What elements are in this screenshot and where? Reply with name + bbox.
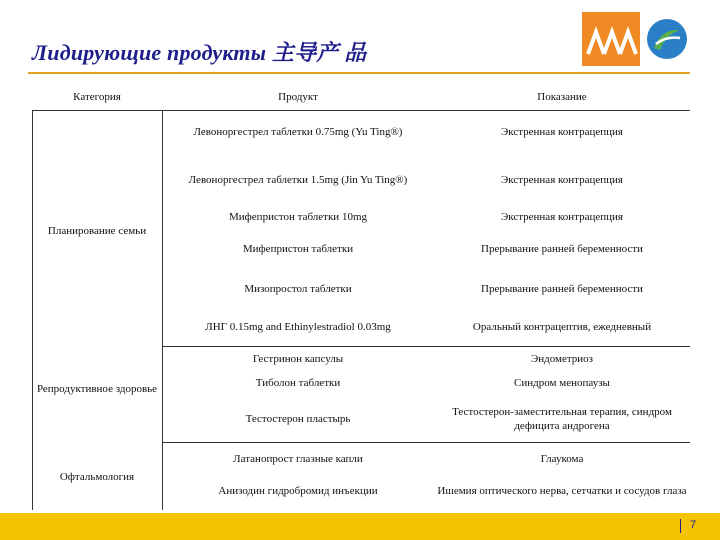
category-reproductive-health: Репродуктивное здоровье [36,383,158,395]
table-row [32,114,690,150]
table-row [32,474,690,508]
category-ophthalmology: Офтальмология [59,471,135,483]
product-cell: Анизодин гидробромид инъекции [218,485,378,497]
indication-cell: Глаукома [540,453,584,465]
page-number: 7 [690,519,697,531]
indication-cell: Ишемия оптического нерва, сетчатки и сосудов глаза [437,485,687,497]
indication-cell: Прерывание ранней беременности [481,243,643,255]
indication-cell: Экстренная контрацепция [501,126,623,138]
section-divider [162,346,690,347]
product-cell: Тиболон таблетки [255,377,341,389]
indication-cell: Синдром менопаузы [514,377,610,389]
product-cell: Левоноргестрел таблетки 1.5mg (Jin Yu Ting®) [188,174,408,186]
table-row [32,348,690,370]
table-row [32,402,690,436]
product-cell: ЛНГ 0.15mg and Ethinylestradiol 0.03mg [205,321,391,333]
footer-bar [0,513,720,540]
indication-cell: Прерывание ранней беременности [481,283,643,295]
page-title: Лидирующие продукты 主导产 品 [32,40,367,65]
indication-cell: Эндометриоз [530,353,594,365]
product-cell: Левоноргестрел таблетки 0.75mg (Yu Ting®) [193,126,403,138]
indication-cell: Оральный контрацептив, ежедневный [472,321,652,333]
company-logo-icon [582,12,640,66]
table-row [32,162,690,198]
product-cell: Мифепристон таблетки [242,243,354,255]
header-indication: Показание [537,91,587,103]
indication-cell: Экстренная контрацепция [501,211,623,223]
table-row [32,448,690,470]
indication-cell: Экстренная контрацепция [501,174,623,186]
table-row [32,372,690,394]
table-row [32,238,690,260]
table-header [32,84,690,110]
product-cell: Мифепристон таблетки 10mg [229,211,367,223]
title-underline [28,72,690,74]
category-family-planning: Планирование семьи [47,225,147,237]
header-product: Продукт [278,91,318,103]
product-cell: Мизопростол таблетки [244,283,352,295]
header-category: Категория [73,91,121,103]
section-divider-2 [162,442,690,443]
header-divider [32,110,690,111]
indication-cell: Тестостерон-заместительная терапия, синдром дефицита андрогена [452,406,672,432]
product-cell: Латанопрост глазные капли [233,453,363,465]
partner-logo-icon [646,18,688,60]
table-row [32,278,690,300]
table-row [32,316,690,338]
product-cell: Тестостерон пластырь [245,413,351,425]
table-row [32,206,690,228]
product-cell: Гестринон капсулы [252,353,344,365]
footer-divider [680,519,681,533]
